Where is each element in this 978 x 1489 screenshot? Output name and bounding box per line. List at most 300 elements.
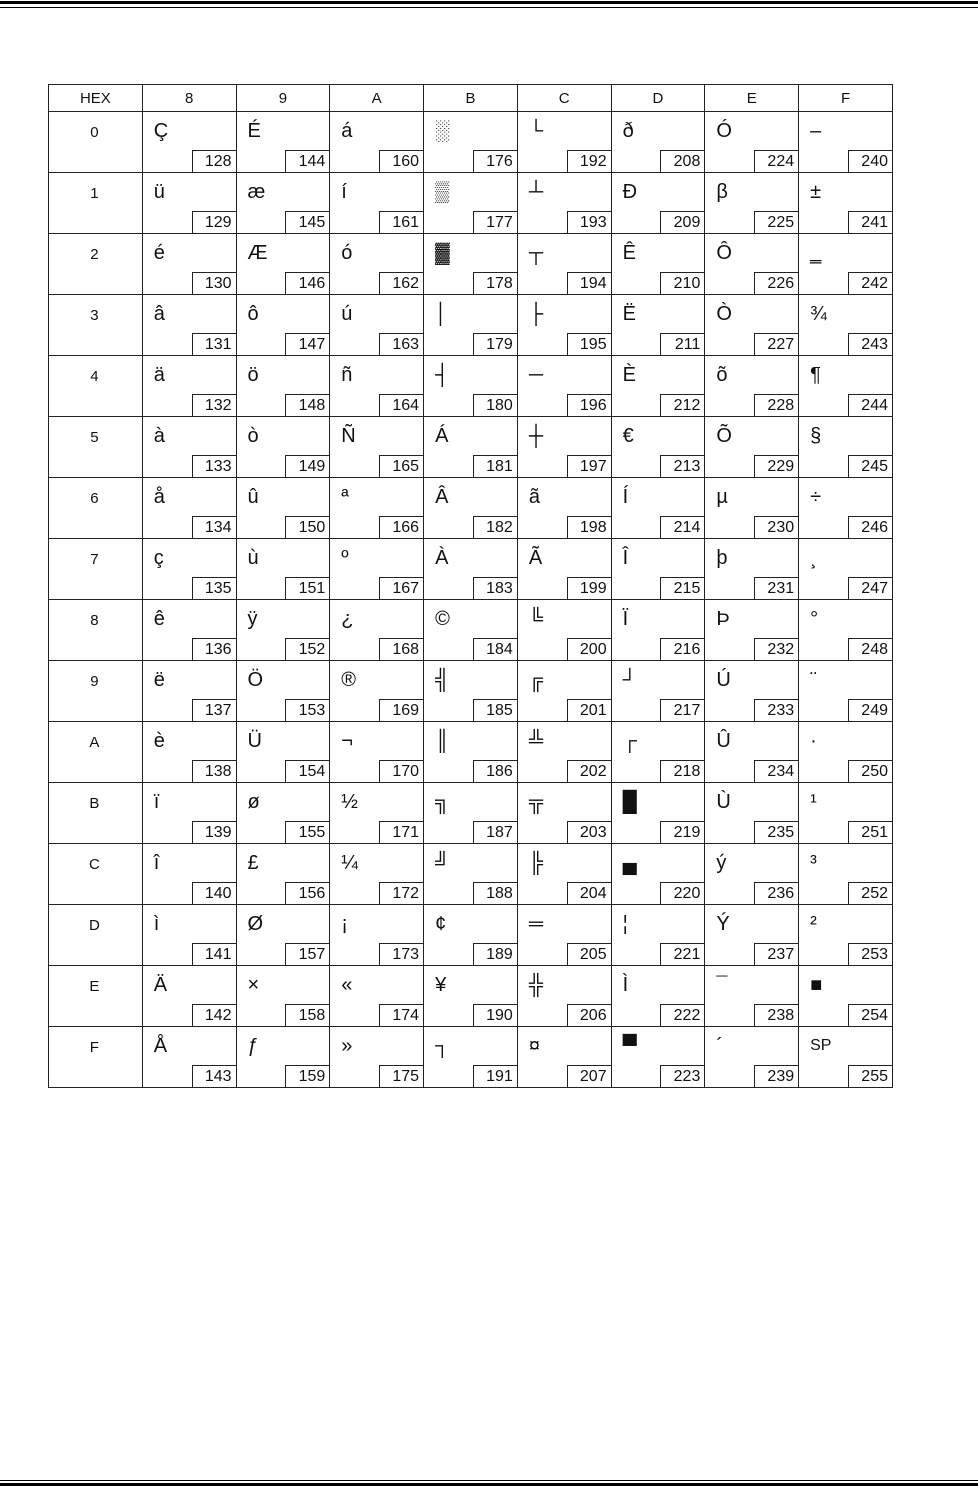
char-cell <box>799 295 893 356</box>
column-header: F <box>799 85 893 112</box>
char-cell <box>517 966 611 1027</box>
char-cell <box>799 661 893 722</box>
decimal-code: 160 <box>379 150 424 173</box>
char-glyph: Ñ <box>341 425 356 447</box>
decimal-code: 141 <box>192 943 237 966</box>
char-cell <box>799 417 893 478</box>
char-cell <box>236 661 330 722</box>
char-glyph: í <box>341 181 347 203</box>
char-glyph: ■ <box>810 974 823 996</box>
char-glyph: Ò <box>716 303 732 325</box>
char-glyph: ø <box>247 791 260 813</box>
char-glyph: ² <box>810 913 817 935</box>
char-cell <box>799 173 893 234</box>
char-glyph: £ <box>247 852 259 874</box>
char-glyph: È <box>622 364 636 386</box>
decimal-code: 203 <box>567 821 612 844</box>
char-glyph: ¹ <box>810 791 817 813</box>
char-cell <box>330 966 424 1027</box>
char-cell <box>424 478 518 539</box>
decimal-code: 235 <box>754 821 799 844</box>
char-cell <box>330 234 424 295</box>
decimal-code: 242 <box>848 272 893 295</box>
decimal-code: 134 <box>192 516 237 539</box>
decimal-code: 148 <box>285 394 330 417</box>
char-glyph: ú <box>341 303 353 325</box>
decimal-code: 220 <box>660 882 705 905</box>
char-glyph: ° <box>810 608 819 630</box>
char-cell <box>705 844 799 905</box>
char-glyph: ¸ <box>810 547 817 569</box>
char-glyph: ý <box>716 852 727 874</box>
char-glyph: Ü <box>247 730 262 752</box>
char-cell <box>424 600 518 661</box>
decimal-code: 252 <box>848 882 893 905</box>
char-glyph: ù <box>247 547 259 569</box>
char-glyph: ┼ <box>528 425 543 447</box>
char-glyph: é <box>153 242 165 264</box>
char-cell <box>517 295 611 356</box>
hex-header: HEX <box>49 85 143 112</box>
char-cell <box>705 783 799 844</box>
char-glyph: ├ <box>528 303 543 325</box>
decimal-code: 208 <box>660 150 705 173</box>
decimal-code: 251 <box>848 821 893 844</box>
decimal-code: 166 <box>379 516 424 539</box>
decimal-code: 210 <box>660 272 705 295</box>
char-glyph: ê <box>153 608 165 630</box>
row-hex-label: 5 <box>90 429 99 446</box>
decimal-code: 233 <box>754 699 799 722</box>
top-rule-thick-line <box>0 1 978 4</box>
char-cell <box>330 1027 424 1088</box>
char-cell <box>799 539 893 600</box>
char-cell <box>705 356 799 417</box>
char-cell <box>799 966 893 1027</box>
table-row <box>49 966 893 1027</box>
decimal-code: 230 <box>754 516 799 539</box>
char-glyph: ┴ <box>528 181 543 203</box>
decimal-code: 255 <box>848 1065 893 1088</box>
char-glyph: À <box>435 547 449 569</box>
row-hex-label: 9 <box>90 673 99 690</box>
char-cell <box>611 539 705 600</box>
decimal-code: 155 <box>285 821 330 844</box>
row-hex-label: 6 <box>90 490 99 507</box>
char-glyph: ╚ <box>528 608 543 630</box>
char-cell <box>517 905 611 966</box>
decimal-code: 238 <box>754 1004 799 1027</box>
decimal-code: 186 <box>473 760 518 783</box>
decimal-code: 132 <box>192 394 237 417</box>
char-glyph: ¡ <box>341 913 348 935</box>
decimal-code: 245 <box>848 455 893 478</box>
row-hex-header <box>49 966 143 1027</box>
char-glyph: € <box>622 425 634 447</box>
row-hex-header <box>49 295 143 356</box>
char-cell <box>611 905 705 966</box>
decimal-code: 246 <box>848 516 893 539</box>
decimal-code: 176 <box>473 150 518 173</box>
char-cell <box>142 417 236 478</box>
char-cell <box>142 661 236 722</box>
char-cell <box>611 478 705 539</box>
decimal-code: 167 <box>379 577 424 600</box>
char-glyph: ã <box>528 486 540 508</box>
decimal-code: 129 <box>192 211 237 234</box>
decimal-code: 182 <box>473 516 518 539</box>
char-cell <box>424 966 518 1027</box>
char-glyph: █ <box>622 791 637 813</box>
char-glyph: Ð <box>622 181 638 203</box>
char-glyph: × <box>247 974 260 996</box>
char-glyph: Ö <box>247 669 264 691</box>
decimal-code: 190 <box>473 1004 518 1027</box>
char-cell <box>142 722 236 783</box>
decimal-code: 171 <box>379 821 424 844</box>
char-cell <box>705 722 799 783</box>
decimal-code: 157 <box>285 943 330 966</box>
char-glyph: â <box>153 303 165 325</box>
decimal-code: 211 <box>660 333 705 356</box>
decimal-code: 163 <box>379 333 424 356</box>
char-cell <box>517 173 611 234</box>
decimal-code: 151 <box>285 577 330 600</box>
char-cell <box>424 417 518 478</box>
char-glyph: Á <box>435 425 449 447</box>
decimal-code: 253 <box>848 943 893 966</box>
char-glyph: î <box>153 852 160 874</box>
char-cell <box>236 173 330 234</box>
char-glyph: Ê <box>622 242 636 264</box>
decimal-code: 192 <box>567 150 612 173</box>
decimal-code: 154 <box>285 760 330 783</box>
char-cell <box>424 356 518 417</box>
column-header: 8 <box>142 85 236 112</box>
char-glyph: ┐ <box>435 1035 450 1057</box>
char-glyph: ▓ <box>435 242 450 264</box>
char-glyph: │ <box>435 303 448 325</box>
char-cell <box>330 783 424 844</box>
top-rule <box>0 0 978 10</box>
char-glyph: ╠ <box>528 852 543 874</box>
row-hex-header <box>49 844 143 905</box>
decimal-code: 218 <box>660 760 705 783</box>
char-cell <box>705 478 799 539</box>
table-body <box>49 112 893 1088</box>
decimal-code: 168 <box>379 638 424 661</box>
decimal-code: 143 <box>192 1065 237 1088</box>
decimal-code: 239 <box>754 1065 799 1088</box>
decimal-code: 135 <box>192 577 237 600</box>
table-header-row <box>49 85 893 112</box>
char-cell <box>424 661 518 722</box>
char-glyph: Û <box>716 730 731 752</box>
char-cell <box>236 234 330 295</box>
decimal-code: 183 <box>473 577 518 600</box>
character-code-table <box>48 84 893 1088</box>
char-glyph: ¶ <box>810 364 821 386</box>
char-glyph: Å <box>153 1035 168 1057</box>
row-hex-label: 8 <box>90 612 99 629</box>
decimal-code: 229 <box>754 455 799 478</box>
decimal-code: 226 <box>754 272 799 295</box>
decimal-code: 204 <box>567 882 612 905</box>
char-glyph: ╬ <box>528 974 543 996</box>
row-hex-label: 0 <box>90 124 99 141</box>
decimal-code: 243 <box>848 333 893 356</box>
char-glyph: Í <box>622 486 629 508</box>
char-glyph: ñ <box>341 364 353 386</box>
decimal-code: 177 <box>473 211 518 234</box>
char-cell <box>424 905 518 966</box>
decimal-code: 188 <box>473 882 518 905</box>
decimal-code: 222 <box>660 1004 705 1027</box>
char-cell <box>236 356 330 417</box>
row-hex-label: 1 <box>90 185 99 202</box>
char-cell <box>142 844 236 905</box>
decimal-code: 179 <box>473 333 518 356</box>
char-glyph: ┘ <box>622 669 637 691</box>
char-cell <box>330 356 424 417</box>
decimal-code: 241 <box>848 211 893 234</box>
decimal-code: 206 <box>567 1004 612 1027</box>
char-cell <box>424 722 518 783</box>
char-glyph: » <box>341 1035 353 1057</box>
table-row <box>49 783 893 844</box>
char-glyph: Ì <box>622 974 629 996</box>
char-cell <box>611 173 705 234</box>
bottom-rule-thick-line <box>0 1483 978 1486</box>
char-cell <box>517 1027 611 1088</box>
row-hex-header <box>49 417 143 478</box>
char-cell <box>517 417 611 478</box>
char-glyph: ‗ <box>810 242 822 264</box>
char-glyph: ▒ <box>435 181 450 203</box>
decimal-code: 187 <box>473 821 518 844</box>
decimal-code: 202 <box>567 760 612 783</box>
decimal-code: 207 <box>567 1065 612 1088</box>
row-hex-label: 3 <box>90 307 99 324</box>
char-glyph: Î <box>622 547 629 569</box>
char-cell <box>611 600 705 661</box>
table-row <box>49 661 893 722</box>
decimal-code: 161 <box>379 211 424 234</box>
decimal-code: 180 <box>473 394 518 417</box>
char-cell <box>517 234 611 295</box>
bottom-rule-thin-line <box>0 1480 978 1481</box>
char-glyph: – <box>810 120 822 142</box>
char-cell <box>330 112 424 173</box>
decimal-code: 199 <box>567 577 612 600</box>
char-cell <box>799 905 893 966</box>
char-glyph: õ <box>716 364 728 386</box>
char-cell <box>236 783 330 844</box>
char-cell <box>142 356 236 417</box>
char-glyph: ╔ <box>528 669 543 691</box>
char-cell <box>799 478 893 539</box>
char-glyph: µ <box>716 486 728 508</box>
char-cell <box>424 112 518 173</box>
char-cell <box>424 234 518 295</box>
char-glyph: ╩ <box>528 730 543 752</box>
decimal-code: 224 <box>754 150 799 173</box>
char-cell <box>799 722 893 783</box>
table-row <box>49 417 893 478</box>
decimal-code: 221 <box>660 943 705 966</box>
char-glyph: ▀ <box>622 1035 637 1057</box>
char-glyph: þ <box>716 547 728 569</box>
decimal-code: 193 <box>567 211 612 234</box>
char-glyph: Ã <box>528 547 543 569</box>
char-cell <box>236 417 330 478</box>
column-header: 9 <box>236 85 330 112</box>
char-cell <box>517 722 611 783</box>
char-cell <box>705 966 799 1027</box>
decimal-code: 153 <box>285 699 330 722</box>
decimal-code: 189 <box>473 943 518 966</box>
char-glyph: è <box>153 730 165 752</box>
decimal-code: 198 <box>567 516 612 539</box>
decimal-code: 217 <box>660 699 705 722</box>
decimal-code: 212 <box>660 394 705 417</box>
char-glyph: ¤ <box>528 1035 540 1057</box>
decimal-code: 244 <box>848 394 893 417</box>
row-hex-header <box>49 661 143 722</box>
char-glyph: º <box>341 547 349 569</box>
char-cell <box>142 478 236 539</box>
decimal-code: 130 <box>192 272 237 295</box>
char-glyph: Ç <box>153 120 169 142</box>
row-hex-label: C <box>88 856 100 873</box>
char-glyph: ½ <box>341 791 358 813</box>
table-row <box>49 356 893 417</box>
char-glyph: ═ <box>528 913 543 935</box>
char-cell <box>236 478 330 539</box>
row-hex-header <box>49 1027 143 1088</box>
decimal-code: 254 <box>848 1004 893 1027</box>
char-glyph: ÷ <box>810 486 822 508</box>
char-cell <box>142 905 236 966</box>
char-cell <box>517 356 611 417</box>
char-cell <box>236 600 330 661</box>
char-glyph: ¾ <box>810 303 827 325</box>
char-cell <box>799 112 893 173</box>
decimal-code: 140 <box>192 882 237 905</box>
char-cell <box>424 539 518 600</box>
char-cell <box>236 722 330 783</box>
decimal-code: 158 <box>285 1004 330 1027</box>
row-hex-header <box>49 905 143 966</box>
row-hex-header <box>49 722 143 783</box>
decimal-code: 144 <box>285 150 330 173</box>
decimal-code: 128 <box>192 150 237 173</box>
decimal-code: 209 <box>660 211 705 234</box>
column-header: B <box>424 85 518 112</box>
char-cell <box>142 600 236 661</box>
column-header: A <box>330 85 424 112</box>
decimal-code: 175 <box>379 1065 424 1088</box>
decimal-code: 201 <box>567 699 612 722</box>
char-glyph: ì <box>153 913 160 935</box>
char-cell <box>330 844 424 905</box>
decimal-code: 133 <box>192 455 237 478</box>
decimal-code: 191 <box>473 1065 518 1088</box>
char-glyph: SP <box>810 1037 832 1054</box>
char-glyph: ð <box>622 120 634 142</box>
decimal-code: 240 <box>848 150 893 173</box>
char-cell <box>330 478 424 539</box>
char-cell <box>799 356 893 417</box>
char-cell <box>799 844 893 905</box>
decimal-code: 250 <box>848 760 893 783</box>
row-hex-header <box>49 783 143 844</box>
table-row <box>49 1027 893 1088</box>
decimal-code: 131 <box>192 333 237 356</box>
row-hex-header <box>49 356 143 417</box>
char-cell <box>236 539 330 600</box>
decimal-code: 234 <box>754 760 799 783</box>
decimal-code: 145 <box>285 211 330 234</box>
char-cell <box>611 356 705 417</box>
column-header: E <box>705 85 799 112</box>
char-cell <box>611 295 705 356</box>
char-cell <box>705 234 799 295</box>
char-glyph: ┌ <box>622 730 637 752</box>
decimal-code: 164 <box>379 394 424 417</box>
decimal-code: 138 <box>192 760 237 783</box>
char-cell <box>142 1027 236 1088</box>
char-glyph: Ù <box>716 791 731 813</box>
char-glyph: « <box>341 974 353 996</box>
char-glyph: ü <box>153 181 165 203</box>
column-header: C <box>517 85 611 112</box>
char-glyph: ░ <box>435 120 450 142</box>
decimal-code: 247 <box>848 577 893 600</box>
char-cell <box>517 478 611 539</box>
char-cell <box>330 173 424 234</box>
char-glyph: Ä <box>153 974 168 996</box>
char-glyph: ╝ <box>435 852 450 874</box>
decimal-code: 223 <box>660 1065 705 1088</box>
char-cell <box>330 661 424 722</box>
decimal-code: 181 <box>473 455 518 478</box>
char-cell <box>236 966 330 1027</box>
char-glyph: § <box>810 425 822 447</box>
char-cell <box>611 783 705 844</box>
char-cell <box>236 905 330 966</box>
char-glyph: ï <box>153 791 160 813</box>
char-cell <box>799 783 893 844</box>
char-cell <box>705 1027 799 1088</box>
top-rule-thin-line <box>0 7 978 8</box>
decimal-code: 146 <box>285 272 330 295</box>
char-glyph: Ô <box>716 242 732 264</box>
char-cell <box>424 1027 518 1088</box>
char-cell <box>142 173 236 234</box>
char-glyph: └ <box>528 120 543 142</box>
char-glyph: Ë <box>622 303 636 325</box>
char-glyph: ─ <box>528 364 543 386</box>
decimal-code: 214 <box>660 516 705 539</box>
char-cell <box>424 844 518 905</box>
decimal-code: 137 <box>192 699 237 722</box>
char-cell <box>517 783 611 844</box>
char-glyph: ç <box>153 547 164 569</box>
char-cell <box>517 539 611 600</box>
row-hex-label: E <box>89 978 100 995</box>
decimal-code: 174 <box>379 1004 424 1027</box>
